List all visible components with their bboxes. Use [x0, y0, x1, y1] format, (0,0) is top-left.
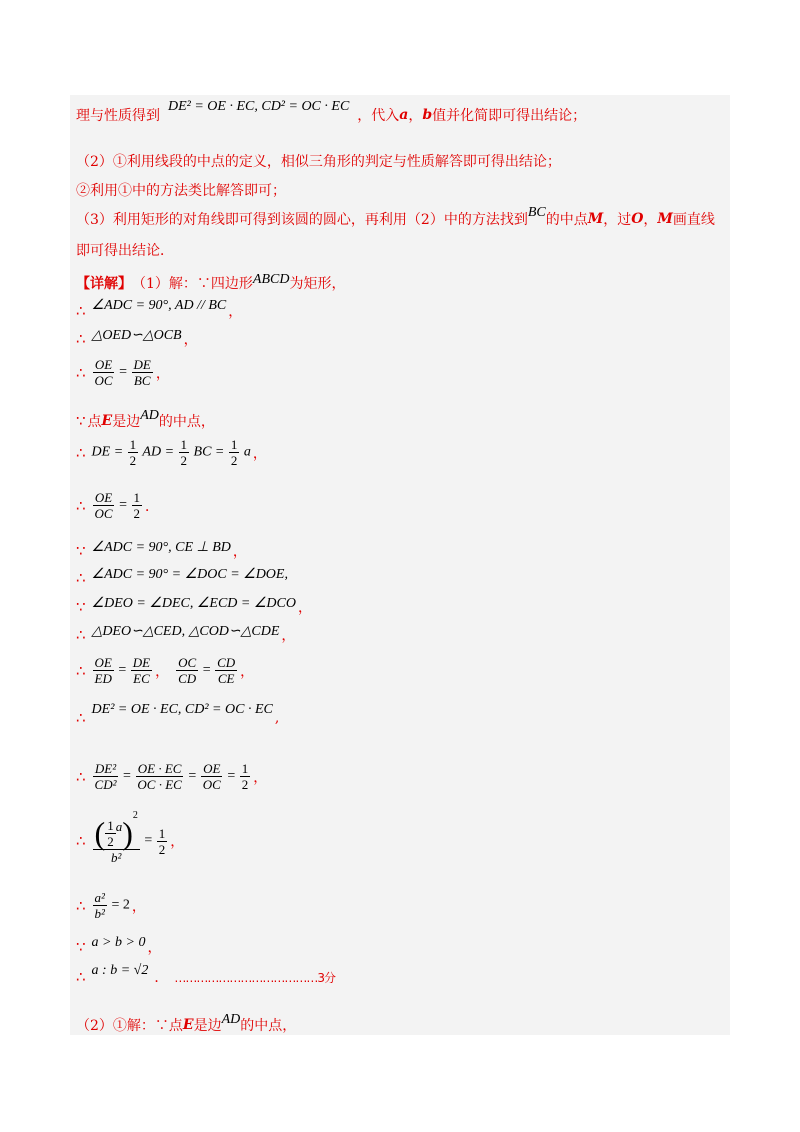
punct: ，: [155, 365, 170, 382]
formula: △DEO∽△CED, △COD∽△CDE: [91, 623, 280, 639]
fraction: $\frac{OE}{OC}$: [202, 761, 221, 792]
fraction-eq: ( $\frac{1}{2}$ a ) 2 b² = $\frac{1}{2}$: [94, 809, 166, 865]
point-e: E: [182, 1017, 194, 1033]
analysis-line-5: 即可得出结论．: [76, 243, 174, 259]
punct: ．: [145, 498, 160, 515]
because-symbol: ∵: [76, 542, 86, 560]
fraction: $\frac{OE}{OC}$: [94, 490, 113, 521]
step-2: [76, 329, 198, 349]
seg-ad: AD: [140, 408, 159, 423]
punct: ，: [252, 445, 267, 462]
punct: ，: [281, 628, 296, 644]
text: 的中点: [545, 212, 588, 228]
text: 的中点，: [240, 1018, 297, 1034]
analysis-line-1: [76, 99, 587, 125]
text: 的中点，: [158, 414, 215, 430]
punct: ，: [297, 600, 312, 616]
formula: DE² = OE · EC, CD² = OC · EC: [91, 702, 273, 717]
therefore-symbol: ∴: [76, 832, 86, 850]
text: （1）解：∵四边形: [132, 276, 253, 292]
therefore-symbol: ∴: [76, 626, 86, 644]
fraction: $\frac{1}{2}$: [129, 437, 137, 468]
step-12: [76, 702, 280, 727]
fraction-eq: $\frac{\text{DE²}}{\text{CD²}}$ = $\frac{OE \cdot EC}{OC \cdot EC}$ = $\frac{OE}{OC}$ = $\frac{1}{2}$: [94, 761, 249, 792]
step-5: [76, 437, 267, 468]
fraction-eq: $\frac{OC}{CD}$ = $\frac{CD}{CE}$: [178, 655, 236, 686]
analysis-line-2: （2）①利用线段的中点的定义，相似三角形的判定与性质解答即可得出结论；: [76, 154, 561, 170]
seg-ad: AD: [221, 1012, 241, 1027]
text: 是边: [193, 1018, 222, 1034]
therefore-symbol: ∴: [76, 709, 86, 727]
score-marker: …………………………………3分: [174, 970, 335, 985]
step-4: [76, 408, 215, 431]
step-17: [76, 963, 335, 987]
text: 点: [87, 414, 102, 430]
step-14: [76, 809, 185, 865]
formula: a : b = √2: [91, 963, 149, 978]
therefore-symbol: ∴: [76, 330, 86, 348]
text: 是边: [112, 414, 141, 430]
step-15: [76, 890, 146, 921]
point-o: O: [631, 211, 644, 227]
detail-heading: [76, 273, 345, 293]
therefore-symbol: ∴: [76, 443, 86, 462]
formula: DE² = OE · EC, CD² = OC · EC: [168, 99, 350, 114]
text: ，代入: [357, 108, 400, 124]
seg-bc: BC: [527, 205, 546, 220]
step-13: [76, 761, 267, 792]
fraction: $\frac{\text{a²}}{\text{b²}}$: [94, 890, 105, 921]
step-1: [76, 297, 243, 321]
text: （2）①解：∵点: [76, 1018, 183, 1034]
step-7: [76, 541, 247, 561]
fraction: $\frac{DE}{BC}$: [133, 357, 151, 388]
fraction: $\frac{1}{2}$: [158, 825, 166, 857]
fraction-eq: $\frac{\text{a²}}{\text{b²}}$ = 2: [94, 890, 130, 921]
analysis-line-3: ②利用①中的方法类比解答即可；: [76, 183, 286, 199]
step-8: [76, 566, 288, 587]
because-symbol: ∵: [76, 412, 86, 430]
therefore-symbol: ∴: [76, 302, 86, 320]
formula: ∠DEO = ∠DEC, ∠ECD = ∠DCO: [91, 595, 296, 611]
text: 值并化简即可得出结论；: [432, 108, 587, 124]
formula: ∠ADC = 90°, AD // BC: [91, 297, 227, 313]
because-symbol: ∵: [76, 938, 86, 956]
fraction: $\frac{DE}{EC}$: [132, 655, 151, 686]
fraction: $\frac{OC}{CD}$: [178, 655, 197, 686]
fraction-eq: $\frac{OE}{ED}$ = $\frac{DE}{EC}$: [94, 655, 151, 686]
punct: ，: [228, 304, 243, 320]
punct: ，: [131, 898, 146, 915]
fraction: $\frac{OE \cdot EC}{OC \cdot EC}$: [137, 761, 182, 792]
punct: ，: [183, 332, 198, 348]
step-3: [76, 357, 170, 388]
punct: ，: [170, 834, 185, 850]
punct: ，: [232, 544, 247, 560]
punct: ．: [154, 970, 169, 986]
formula: ∠ADC = 90° = ∠DOC = ∠DOE,: [91, 566, 288, 582]
therefore-symbol: ∴: [76, 363, 86, 382]
punct: ，: [240, 663, 255, 680]
step-10: [76, 625, 295, 645]
fraction: ( $\frac{1}{2}$ a ) 2 b²: [94, 809, 138, 865]
text: ，: [643, 212, 658, 228]
therefore-symbol: ∴: [76, 896, 86, 915]
fraction-eq: $\frac{OE}{OC}$ = $\frac{1}{2}$: [94, 490, 141, 521]
fraction: $\frac{1}{2}$: [241, 761, 249, 792]
therefore-symbol: ∴: [76, 968, 86, 986]
fraction: $\frac{1}{2}$: [230, 437, 238, 468]
step-18: [76, 1012, 297, 1035]
fraction: $\frac{OE}{ED}$: [94, 655, 112, 686]
formula: DE = $\frac{1}{2}$ AD = $\frac{1}{2}$ BC = $\frac{1}{2}$ a: [91, 437, 251, 468]
fraction-eq: $\frac{OE}{OC}$ = $\frac{DE}{BC}$: [94, 357, 151, 388]
text: ，过: [603, 212, 632, 228]
var-a: a: [399, 107, 409, 123]
var-b: b: [422, 107, 433, 123]
therefore-symbol: ∴: [76, 767, 86, 786]
fraction: $\frac{1}{2}$: [133, 490, 141, 521]
punct: ,: [274, 710, 280, 726]
therefore-symbol: ∴: [76, 496, 86, 515]
step-6: [76, 490, 159, 521]
text: 画直线: [672, 212, 715, 228]
fraction: $\frac{OE}{OC}$: [94, 357, 113, 388]
because-symbol: ∵: [76, 598, 86, 616]
therefore-symbol: ∴: [76, 661, 86, 680]
formula: a > b > 0: [91, 935, 146, 950]
fraction: $\frac{1}{2}$: [180, 437, 188, 468]
point-e: E: [101, 413, 113, 429]
therefore-symbol: ∴: [76, 569, 86, 587]
solution-panel: [70, 95, 730, 1035]
text: 为矩形，: [289, 276, 346, 292]
punct: ，: [147, 940, 162, 956]
text: （3）利用矩形的对角线即可得到该圆的圆心，再利用（2）中的方法找到: [76, 212, 528, 228]
point-m: M: [657, 211, 673, 227]
detail-tag: 【详解】: [76, 276, 132, 292]
fraction: $\frac{CD}{CE}$: [217, 655, 236, 686]
formula: △OED∽△OCB: [91, 327, 182, 343]
text: 理与性质得到: [76, 108, 160, 124]
quad-abcd: ABCD: [252, 272, 290, 287]
punct: ，: [155, 663, 170, 680]
fraction: $\frac{\text{DE²}}{\text{CD²}}$: [94, 761, 117, 792]
step-16: [76, 937, 161, 957]
point-m: M: [587, 211, 604, 227]
punct: ，: [253, 769, 268, 786]
formula: ∠ADC = 90°, CE ⊥ BD: [91, 539, 231, 555]
analysis-line-4: [76, 205, 715, 229]
step-9: [76, 597, 312, 617]
step-11: [76, 655, 254, 686]
text: ，: [408, 108, 423, 124]
